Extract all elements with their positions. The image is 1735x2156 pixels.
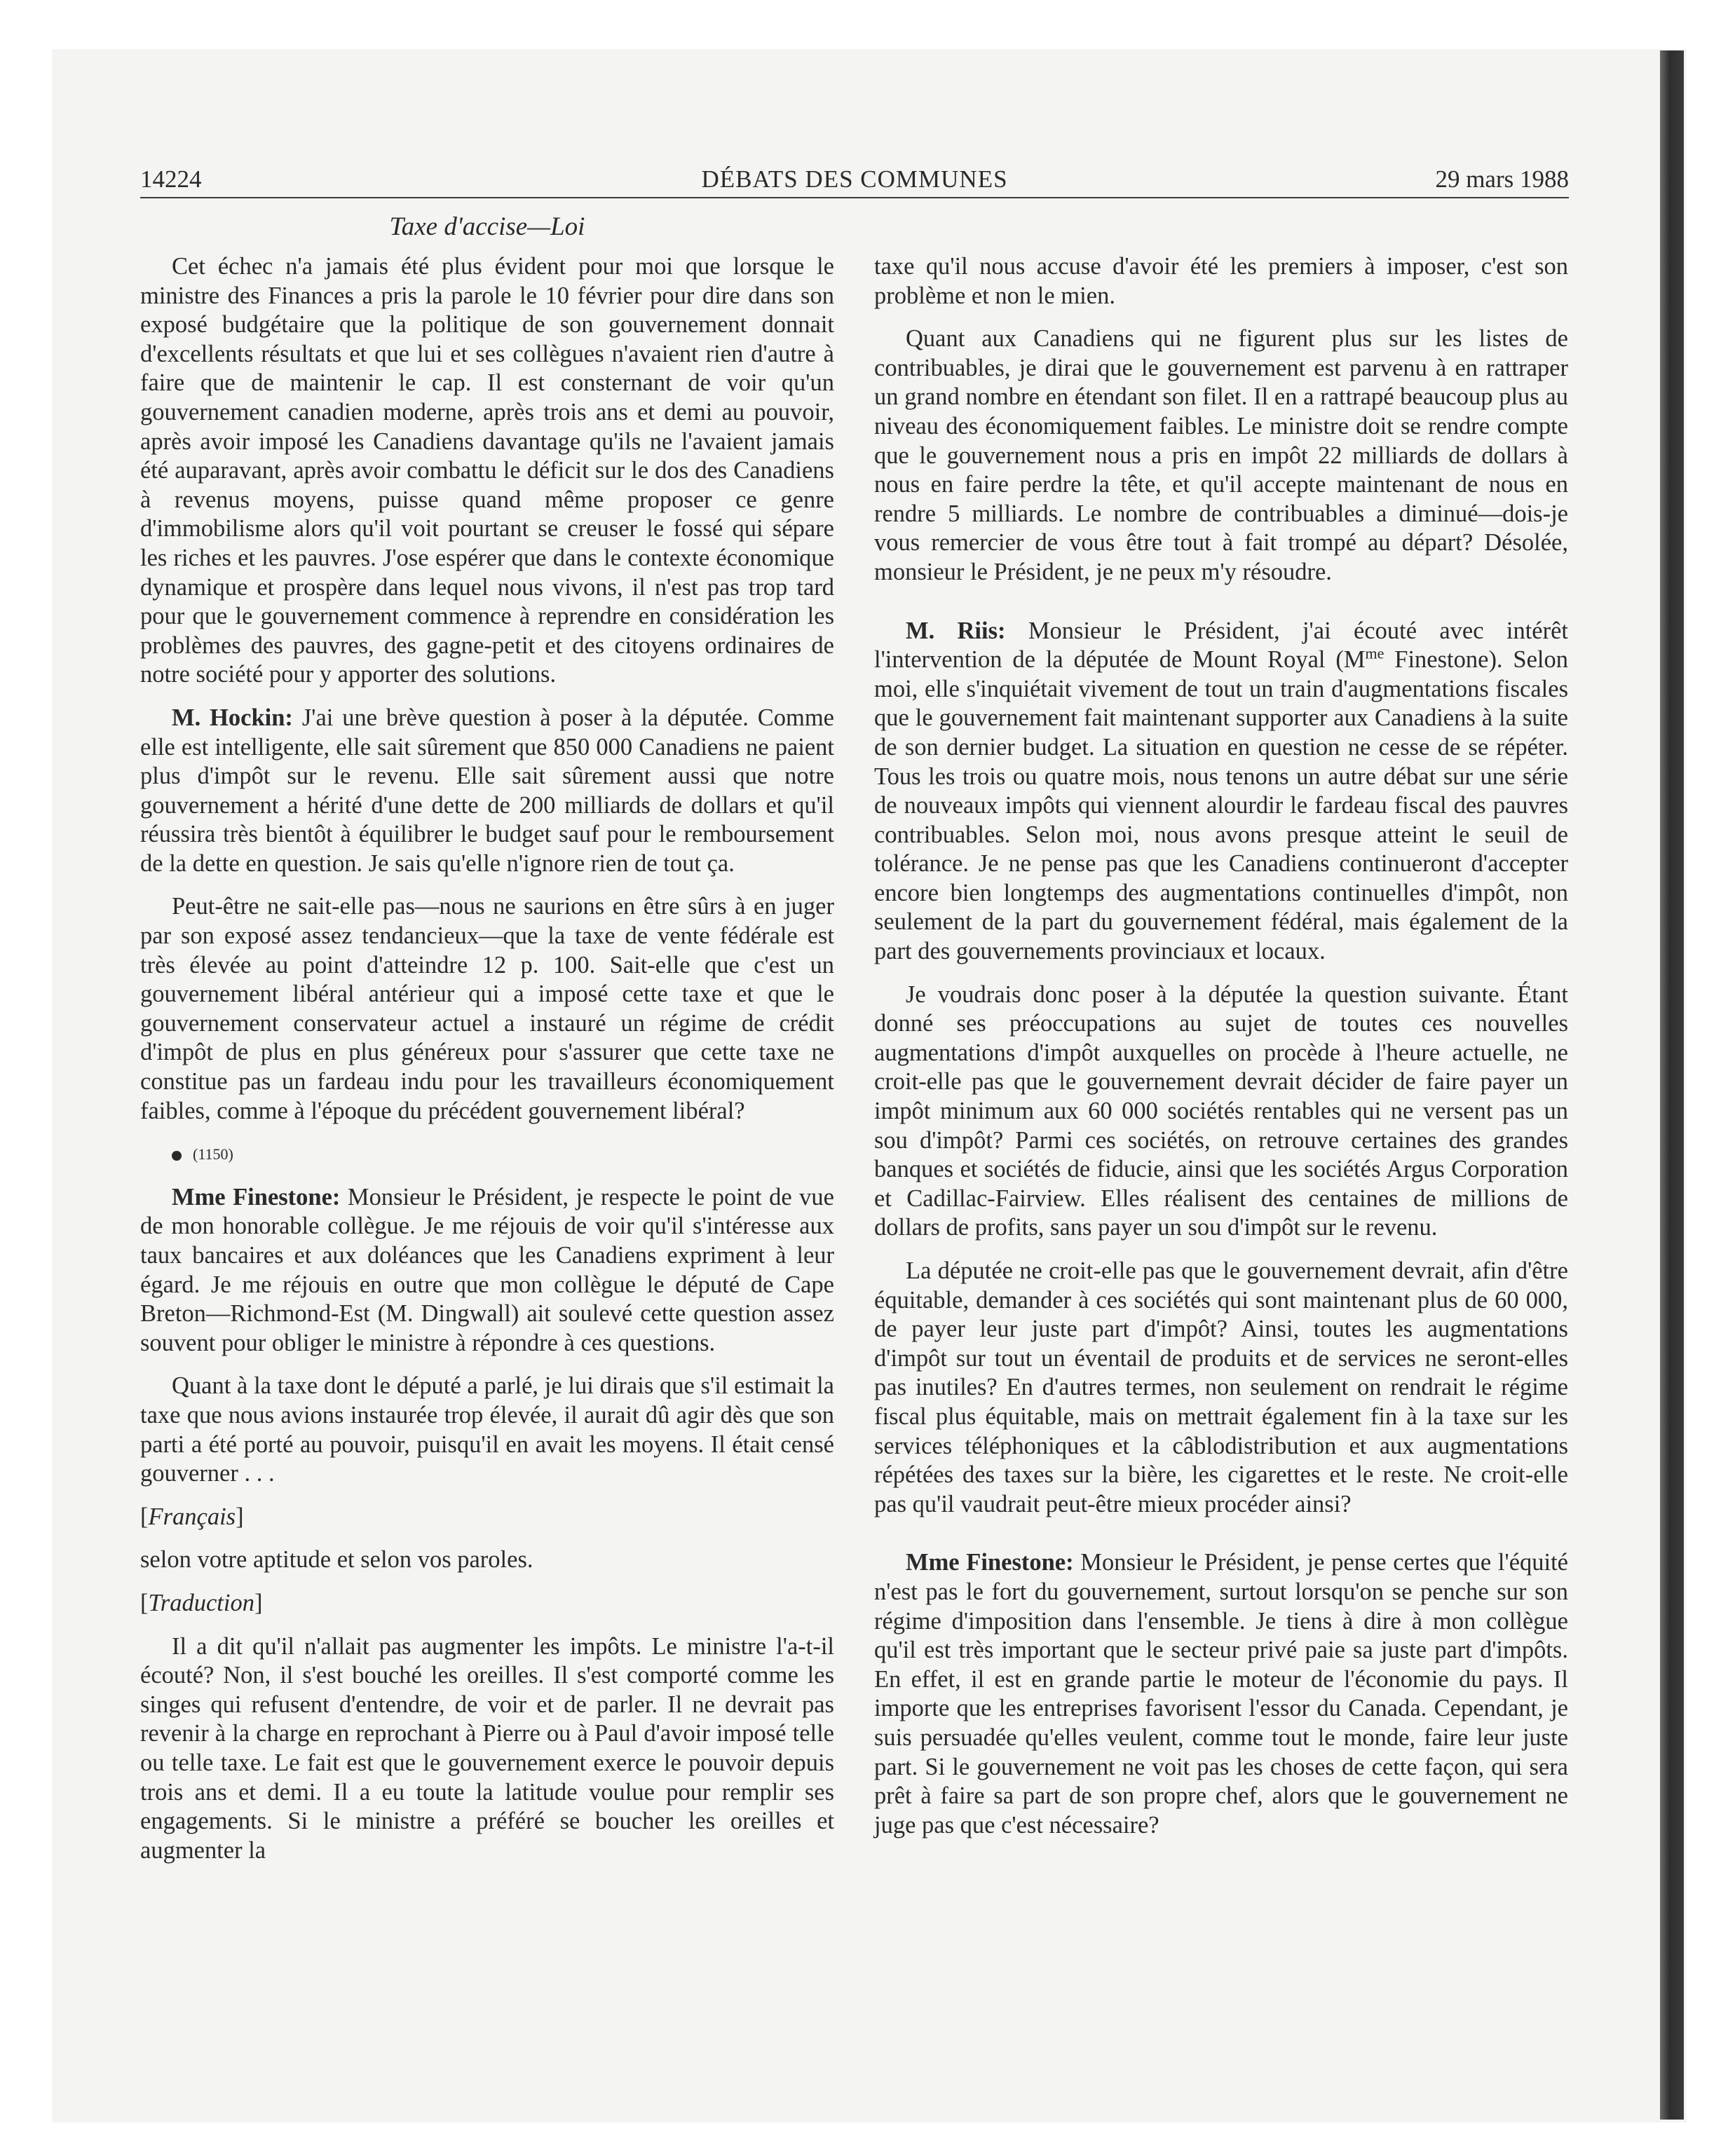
paragraph (874, 617, 1568, 967)
paragraph: Je voudrais donc poser à la députée la question suivante. Étant donné ses préoccupations au sujet de toutes ces nouvelles augmentations d'impôt auxquelles on procède à l'heure actuelle, ne croit-elle pas que le gouvernement devrait décider de faire payer un impôt minimum aux 60 000 sociétés rentables qui ne versent pas un sou d'impôt? Parmi ces sociétés, on retrouve certaines des grandes banques et sociétés de fiducie, ainsi que les sociétés Argus Corporation et Cadillac-Fairview. Elles réalisent des centaines de millions de dollars de profits, sans payer un sou d'impôt sur le revenu. (874, 981, 1568, 1241)
language-marker: [Traduction] (140, 1589, 263, 1616)
paragraph: Cet échec n'a jamais été plus évident pour moi que lorsque le ministre des Finances a pris la parole le 10 février pour dire dans son exposé budgétaire que la politique de son gouvernement donnait d'excellents résultats et que lui et ses collègues n'avaient rien d'autre à faire que de maintenir le cap. Il est consternant de voir qu'un gouvernement canadien moderne, après trois ans et demi au pouvoir, après avoir imposé les Canadiens davantage qu'ils ne l'avaient jamais été auparavant, après avoir combattu le déficit sur le dos des Canadiens à revenus moyens, puisse quand même proposer ce genre d'immobilisme alors qu'il voit pourtant se creuser le fossé qui sépare les riches et les pauvres. J'ose espérer que dans le contexte économique dynamique et prospère dans lequel nous vivons, il n'est pas trop tard pour que le gouvernement commence à reprendre en considération les problèmes des pauvres, des gagne-petit et des citoyens ordinaires de notre société pour y apporter des solutions. (140, 253, 834, 688)
paragraph (140, 1183, 834, 1358)
time-marker-text: (1150) (193, 1145, 233, 1164)
speech-text: Monsieur le Président, je pense certes que l'équité n'est pas le fort du gouvernement, surtout lorsqu'on se penche sur son régime d'imposition dans l'ensemble. Je tiens à dire à mon collègue qu'il est très important que le secteur privé paie sa juste part d'impôts. En effet, il est en grande partie le moteur de l'économie du pays. Il importe que les entreprises favorisent l'essor du Canada. Cependant, je suis persuadée qu'elles veulent, comme tout le monde, faire leur juste part. Si le gouvernement ne voit pas les choses de cette façon, qui sera prêt à faire sa part de son propre chef, alors que le gouvernement ne juge pas que c'est nécessaire? (874, 1549, 1568, 1838)
publication-title: DÉBATS DES COMMUNES (701, 165, 1008, 193)
speech-text: Finestone). Selon moi, elle s'inquiétait vivement de tout un train d'augmentations fiscales que le gouvernement fait maintenant supporter aux Canadiens à la suite de son dernier budget. La situation en question ne cesse de se répéter. Tous les trois ou quatre mois, nous tenons un autre débat sur une série de nouveaux impôts qui viennent alourdir le fardeau fiscal des pauvres contribuables. Selon moi, nous avons presque atteint le seuil de tolérance. Je ne pense pas que les Canadiens continueront d'accepter encore bien longtemps des augmentations continuelles d'impôt, non seulement de la part du gouvernement fédéral, mais également de la part des gouvernements provinciaux et locaux. (874, 646, 1569, 965)
page-number: 14224 (140, 165, 202, 193)
language-marker-text: Traduction (148, 1589, 254, 1616)
right-column (874, 252, 1568, 1854)
language-marker-text: Français (148, 1503, 236, 1530)
header-rule (140, 197, 1569, 198)
time-marker (140, 1140, 834, 1169)
paragraph: selon votre aptitude et selon vos paroles. (140, 1546, 533, 1574)
paragraph (140, 704, 834, 879)
left-column (140, 252, 834, 1879)
speaker-name: M. Riis: (906, 617, 1006, 644)
paragraph: Peut-être ne sait-elle pas—nous ne saurions en être sûrs à en juger par son exposé assez tendancieux—que la taxe de vente fédérale est très élevée au point d'atteindre 12 p. 100. Sait-elle que c'est un gouvernement libéral antérieur qui a imposé cette taxe et que le gouvernement conservateur actuel a instauré un régime de crédit d'impôt de plus en plus généreux pour s'assurer que cette taxe ne constitue pas un fardeau indu pour les travailleurs économiquement faibles, comme à l'époque du précédent gouvernement libéral? (140, 893, 834, 1124)
speech-text: Monsieur le Président, je respecte le point de vue de mon honorable collègue. Je me réjouis de voir qu'il s'intéresse aux taux bancaires et aux doléances que les Canadiens expriment à leur égard. Je me réjouis en outre que mon collègue le député de Cape Breton—Richmond-Est (M. Dingwall) ait soulevé cette question assez souvent pour obliger le ministre à répondre à ces questions. (140, 1183, 834, 1356)
paragraph: La députée ne croit-elle pas que le gouvernement devrait, afin d'être équitable, demander à ces sociétés qui sont maintenant plus de 60 000, de payer leur juste part d'impôt? Ainsi, toutes les augmentations d'impôt sur tout un éventail de produits et de services ne seront-elles pas inutiles? En d'autres termes, non seulement on rendrait le régime fiscal plus équitable, mais on mettrait également fin à la taxe sur les services téléphoniques et la câblodistribution et aux augmentations répétées des taxes sur la bière, les cigarettes et le reste. Ne croit-elle pas qu'il vaudrait peut-être mieux procéder ainsi? (874, 1257, 1568, 1517)
speech-text: J'ai une brève question à poser à la députée. Comme elle est intelligente, elle sait sûrement que 850 000 Canadiens ne paient plus d'impôt sur le revenu. Elle sait sûrement aussi que notre gouvernement a hérité d'une dette de 200 milliards de dollars et qu'il réussira très bientôt à équilibrer le budget sauf pour le remboursement de la dette en question. Je sais qu'elle n'ignore rien de tout ça. (140, 704, 834, 877)
speaker-name: Mme Finestone: (172, 1183, 341, 1210)
speaker-name: Mme Finestone: (906, 1549, 1074, 1576)
running-head (140, 161, 1569, 198)
speech-text: Monsieur le Président, j'ai écouté avec intérêt l'intervention de la députée de Mount Royal (M (874, 617, 1568, 674)
paragraph: Quant à la taxe dont le député a parlé, je lui dirais que s'il estimait la taxe que nous avions instaurée trop élevée, il aurait dû agir dès que son parti a été porté au pouvoir, puisqu'il en avait les moyens. Il était censé gouverner . . . (140, 1372, 834, 1487)
issue-date: 29 mars 1988 (1435, 165, 1569, 193)
language-marker: [Français] (140, 1503, 244, 1530)
paragraph: Il a dit qu'il n'allait pas augmenter les impôts. Le ministre l'a-t-il écouté? Non, il s'est bouché les oreilles. Il s'est comporté comme les singes qui refusent d'entendre, de voir et de parler. Il ne devrait pas revenir à la charge en reprochant à Pierre ou à Paul d'avoir imposé telle ou telle taxe. Le fait est que le gouvernement exerce le pouvoir depuis trois ans et demi. Il a eu toute la latitude voulue pour remplir ses engagements. Si le ministre a préféré se boucher les oreilles et augmenter la (140, 1632, 834, 1864)
bullet-icon (172, 1151, 182, 1161)
paragraph: taxe qu'il nous accuse d'avoir été les premiers à imposer, c'est son problème et non le mien. (874, 253, 1568, 309)
scan-edge-shadow (1660, 50, 1684, 2120)
section-title: Taxe d'accise—Loi (389, 212, 585, 241)
speaker-name: M. Hockin: (172, 704, 293, 731)
superscript: me (1365, 644, 1384, 662)
paragraph: Quant aux Canadiens qui ne figurent plus sur les listes de contribuables, je dirai que le gouvernement est parvenu à en rattraper un grand nombre en étendant son filet. Il en a rattrapé beaucoup plus au niveau des économiquement faibles. Le ministre doit se rendre compte que le gouvernement nous a pris en impôt 22 milliards de dollars à nous en faire perdre la tête, et qu'il accepte maintenant de nous en rendre 5 milliards. Le nombre de contribuables a diminué—dois-je vous remercier de vous être tout à fait trompé au départ? Désolée, monsieur le Président, je ne peux m'y résoudre. (874, 325, 1568, 585)
paragraph (874, 1548, 1568, 1840)
